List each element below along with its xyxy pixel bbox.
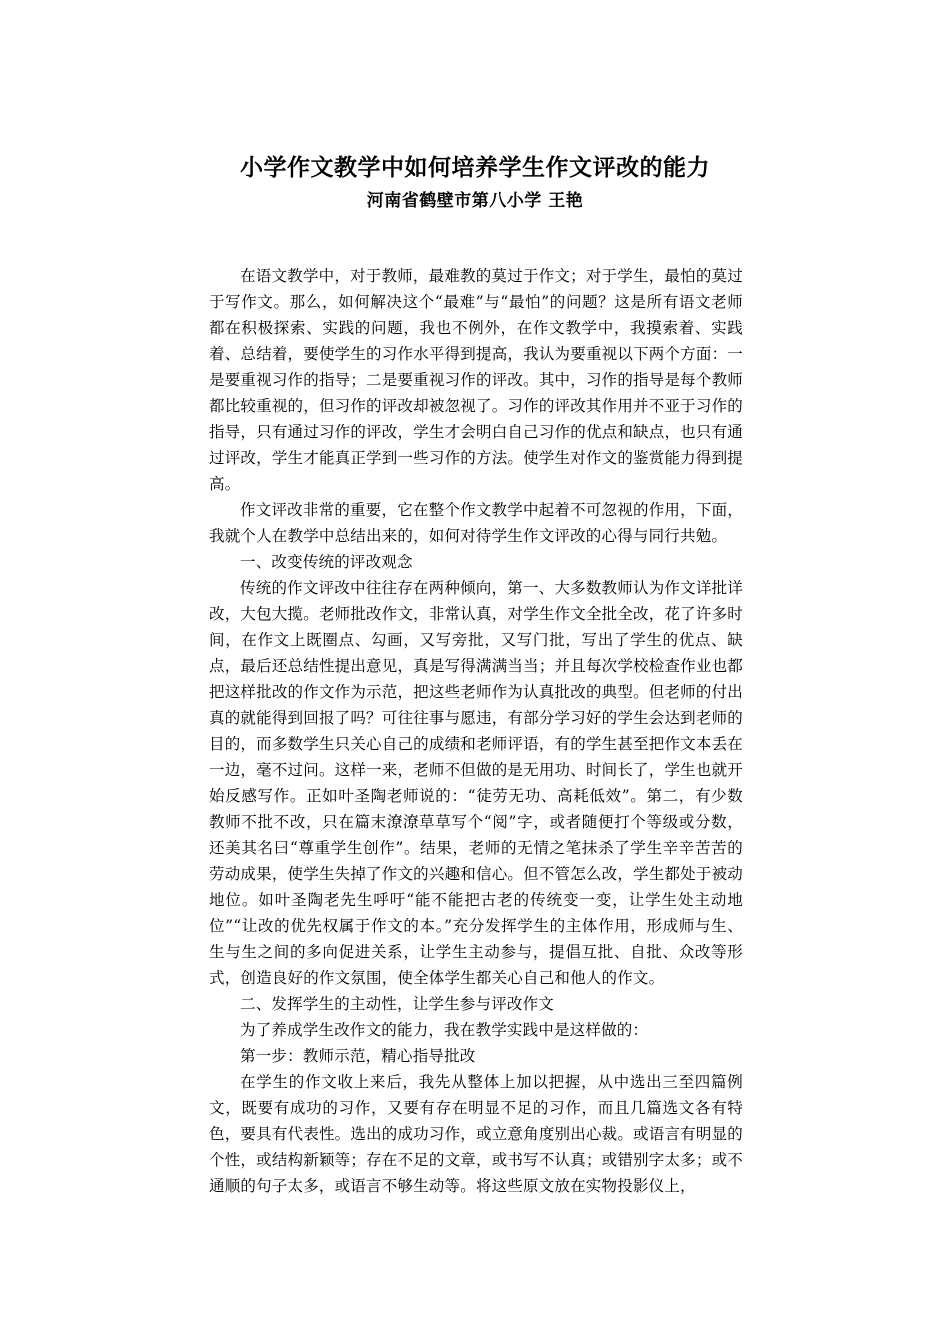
paragraph-traditional: 传统的作文评改中往往存在两种倾向，第一、大多数教师认为作文详批详改，大包大揽。老师批改作文，非常认真，对学生作文全批全改，花了许多时间，在作文上既圈点、勾画，又写旁批，又写门批，写出了学生的优点、缺点，最后还总结性提出意见，真是写得满满当当；并且每次学校检查作业也都把这样批改的作文作为示范，把这些老师作为认真批改的典型。但老师的付出真的就能得到回报了吗？可往往事与愿违，有部分学习好的学生会达到老师的目的，而多数学生只关心自己的成绩和老师评语，有的学生甚至把作文本丢在一边，毫不过问。这样一来，老师不但做的是无用功、时间长了，学生也就开始反感写作。正如叶圣陶老师说的：“徒劳无功、高耗低效”。第二，有少数教师不批不改，只在篇末潦潦草草写个“阅”字，或者随便打个等级或分数，还美其名曰“尊重学生创作”。结果，老师的无情之笔抹杀了学生辛辛苦苦的劳动成果，使学生失掉了作文的兴趣和信心。但不管怎么改，学生都处于被动地位。如叶圣陶老先生呼吁“能不能把古老的传统变一变，让学生处主动地位”“让改的优先权属于作文的本。”充分发挥学生的主体作用，形成师与生、生与生之间的多向促进关系，让学生主动参与，提倡互批、自批、众改等形式，创造良好的作文氛围，使全体学生都关心自己和他人的作文。 [209, 579, 743, 987]
paragraph-step-one: 在学生的作文收上来后，我先从整体上加以把握，从中选出三至四篇例文，既要有成功的习作，又要有存在明显不足的习作，而且几篇选文各有特色，要具有代表性。选出的成功习作，或立意角度别出心裁。或语言有明显的个性，或结构新颖等；存在不足的文章，或书写不认真；或错别字太多；或不通顺的句子太多，或语言不够生动等。将这些原文放在实物投影仪上， [209, 1073, 743, 1195]
document-title: 小学作文教学中如何培养学生作文评改的能力 [240, 155, 710, 181]
paragraph-intro: 在语文教学中，对于教师，最难教的莫过于作文；对于学生，最怕的莫过于写作文。那么，如何解决这个“最难”与“最怕”的问题？这是所有语文老师都在积极探索、实践的问题，我也不例外，在作文教学中，我摸索着、实践着、总结着，要使学生的习作水平得到提高，我认为要重视以下两个方面：一是要重视习作的指导；二是要重视习作的评改。其中，习作的指导是每个教师都比较重视的，但习作的评改却被忽视了。习作的评改其作用并不亚于习作的指导，只有通过习作的评改，学生才会明白自己习作的优点和缺点，也只有通过评改，学生才能真正学到一些习作的方法。使学生对作文的鉴赏能力得到提高。 [209, 267, 743, 493]
paragraph-importance: 作文评改非常的重要，它在整个作文教学中起着不可忽视的作用，下面，我就个人在教学中总结出来的，如何对待学生作文评改的心得与同行共勉。 [209, 501, 743, 545]
section-heading-1: 一、改变传统的评改观念 [240, 553, 413, 571]
paragraph-practice: 为了养成学生改作文的能力，我在教学实践中是这样做的： [240, 1021, 649, 1039]
section-heading-2: 二、发挥学生的主动性，让学生参与评改作文 [240, 995, 555, 1013]
document-body [209, 263, 743, 1199]
author-line: 河南省鹤壁市第八小学 王艳 [366, 191, 584, 211]
step-heading-1: 第一步：教师示范，精心指导批改 [240, 1047, 476, 1065]
